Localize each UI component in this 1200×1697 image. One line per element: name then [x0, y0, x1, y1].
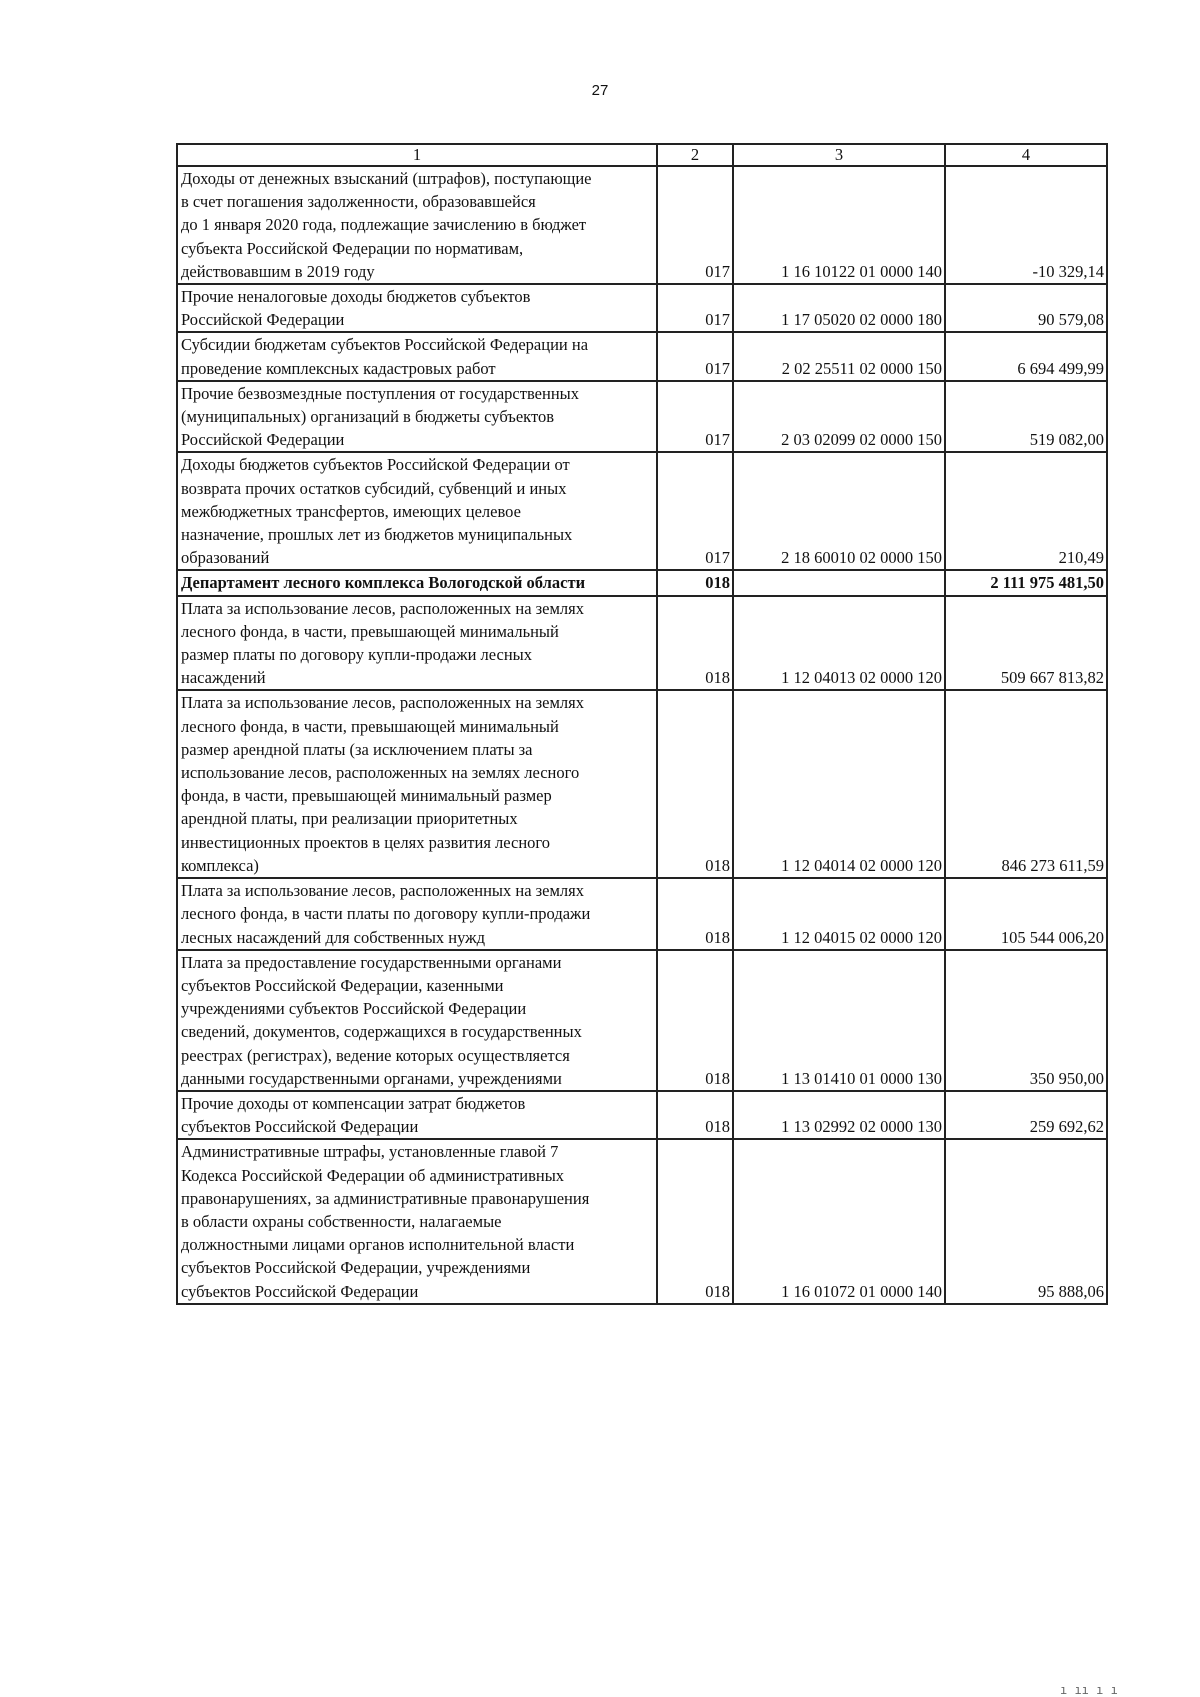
row-budget-code: 2 03 02099 02 0000 150	[733, 381, 945, 453]
table-row	[177, 452, 1107, 570]
row-description: Субсидии бюджетам субъектов Российской Федерации на проведение комплексных кадастровых работ	[177, 332, 657, 380]
row-description: Прочие неналоговые доходы бюджетов субъектов Российской Федерации	[177, 284, 657, 332]
table-row	[177, 596, 1107, 691]
row-admin-code: 018	[657, 690, 733, 878]
column-header-3: 3	[733, 144, 945, 166]
row-description: Прочие безвозмездные поступления от государственных (муниципальных) организаций в бюджеты субъектов Российской Федерации	[177, 381, 657, 453]
revenue-table	[176, 143, 1108, 1305]
row-admin-code: 018	[657, 596, 733, 691]
table-row	[177, 1139, 1107, 1303]
row-amount: 846 273 611,59	[945, 690, 1107, 878]
row-description: Плата за использование лесов, расположенных на землях лесного фонда, в части, превышающей минимальный размер арендной платы (за исключением платы за использование лесов, расположенных на землях лесного фонда, в части, превышающей минимальный размер арендной платы, при реализации приоритетных инвестиционных проектов в целях развития лесного комплекса)	[177, 690, 657, 878]
row-admin-code: 017	[657, 381, 733, 453]
column-header-2: 2	[657, 144, 733, 166]
row-amount: 90 579,08	[945, 284, 1107, 332]
row-admin-code: 018	[657, 878, 733, 950]
table-body	[177, 166, 1107, 1304]
row-admin-code: 017	[657, 452, 733, 570]
row-budget-code: 1 13 02992 02 0000 130	[733, 1091, 945, 1139]
header-row	[177, 144, 1107, 166]
row-amount: 210,49	[945, 452, 1107, 570]
row-description: Прочие доходы от компенсации затрат бюджетов субъектов Российской Федерации	[177, 1091, 657, 1139]
row-budget-code: 1 17 05020 02 0000 180	[733, 284, 945, 332]
department-admin-code: 018	[657, 570, 733, 595]
table-row	[177, 1091, 1107, 1139]
table-row	[177, 950, 1107, 1091]
row-description: Плата за использование лесов, расположенных на землях лесного фонда, в части платы по договору купли-продажи лесных насаждений для собственных нужд	[177, 878, 657, 950]
table-row	[177, 332, 1107, 380]
row-description: Административные штрафы, установленные главой 7 Кодекса Российской Федерации об административных правонарушениях, за административные правонарушения в области охраны собственности, налагаемые должностными лицами органов исполнительной власти субъектов Российской Федерации, учреждениями субъектов Российской Федерации	[177, 1139, 657, 1303]
row-budget-code: 1 16 10122 01 0000 140	[733, 166, 945, 284]
department-total-row	[177, 570, 1107, 595]
table-row	[177, 166, 1107, 284]
page-number: 27	[591, 82, 609, 99]
row-amount: 105 544 006,20	[945, 878, 1107, 950]
row-description: Плата за использование лесов, расположенных на землях лесного фонда, в части, превышающей минимальный размер платы по договору купли-продажи лесных насаждений	[177, 596, 657, 691]
table-row	[177, 690, 1107, 878]
row-description: Плата за предоставление государственными органами субъектов Российской Федерации, казенными учреждениями субъектов Российской Федерации сведений, документов, содержащихся в государственных реестрах (регистрах), ведение которых осуществляется данными государственными органами, учреждениями	[177, 950, 657, 1091]
row-amount: 509 667 813,82	[945, 596, 1107, 691]
column-header-4: 4	[945, 144, 1107, 166]
row-amount: 6 694 499,99	[945, 332, 1107, 380]
row-admin-code: 017	[657, 284, 733, 332]
row-description: Доходы бюджетов субъектов Российской Федерации от возврата прочих остатков субсидий, субвенций и иных межбюджетных трансфертов, имеющих целевое назначение, прошлых лет из бюджетов муниципальных образований	[177, 452, 657, 570]
row-admin-code: 017	[657, 332, 733, 380]
row-budget-code: 2 02 25511 02 0000 150	[733, 332, 945, 380]
table-row	[177, 284, 1107, 332]
department-total-amount: 2 111 975 481,50	[945, 570, 1107, 595]
row-budget-code: 1 12 04014 02 0000 120	[733, 690, 945, 878]
row-description: Доходы от денежных взысканий (штрафов), поступающие в счет погашения задолженности, образовавшейся до 1 января 2020 года, подлежащие зачислению в бюджет субъекта Российской Федерации по нормативам, действовавшим в 2019 году	[177, 166, 657, 284]
table-row	[177, 381, 1107, 453]
row-budget-code: 1 16 01072 01 0000 140	[733, 1139, 945, 1303]
row-amount: 519 082,00	[945, 381, 1107, 453]
row-admin-code: 018	[657, 950, 733, 1091]
row-admin-code: 017	[657, 166, 733, 284]
row-admin-code: 018	[657, 1139, 733, 1303]
column-header-1: 1	[177, 144, 657, 166]
row-amount: 95 888,06	[945, 1139, 1107, 1303]
row-budget-code: 1 12 04013 02 0000 120	[733, 596, 945, 691]
scan-marks: ı ıı ı ı	[1060, 1683, 1118, 1697]
department-name: Департамент лесного комплекса Вологодской области	[177, 570, 657, 595]
row-amount: -10 329,14	[945, 166, 1107, 284]
row-amount: 350 950,00	[945, 950, 1107, 1091]
row-budget-code: 2 18 60010 02 0000 150	[733, 452, 945, 570]
department-budget-code	[733, 570, 945, 595]
row-admin-code: 018	[657, 1091, 733, 1139]
row-amount: 259 692,62	[945, 1091, 1107, 1139]
table-row	[177, 878, 1107, 950]
row-budget-code: 1 13 01410 01 0000 130	[733, 950, 945, 1091]
row-budget-code: 1 12 04015 02 0000 120	[733, 878, 945, 950]
